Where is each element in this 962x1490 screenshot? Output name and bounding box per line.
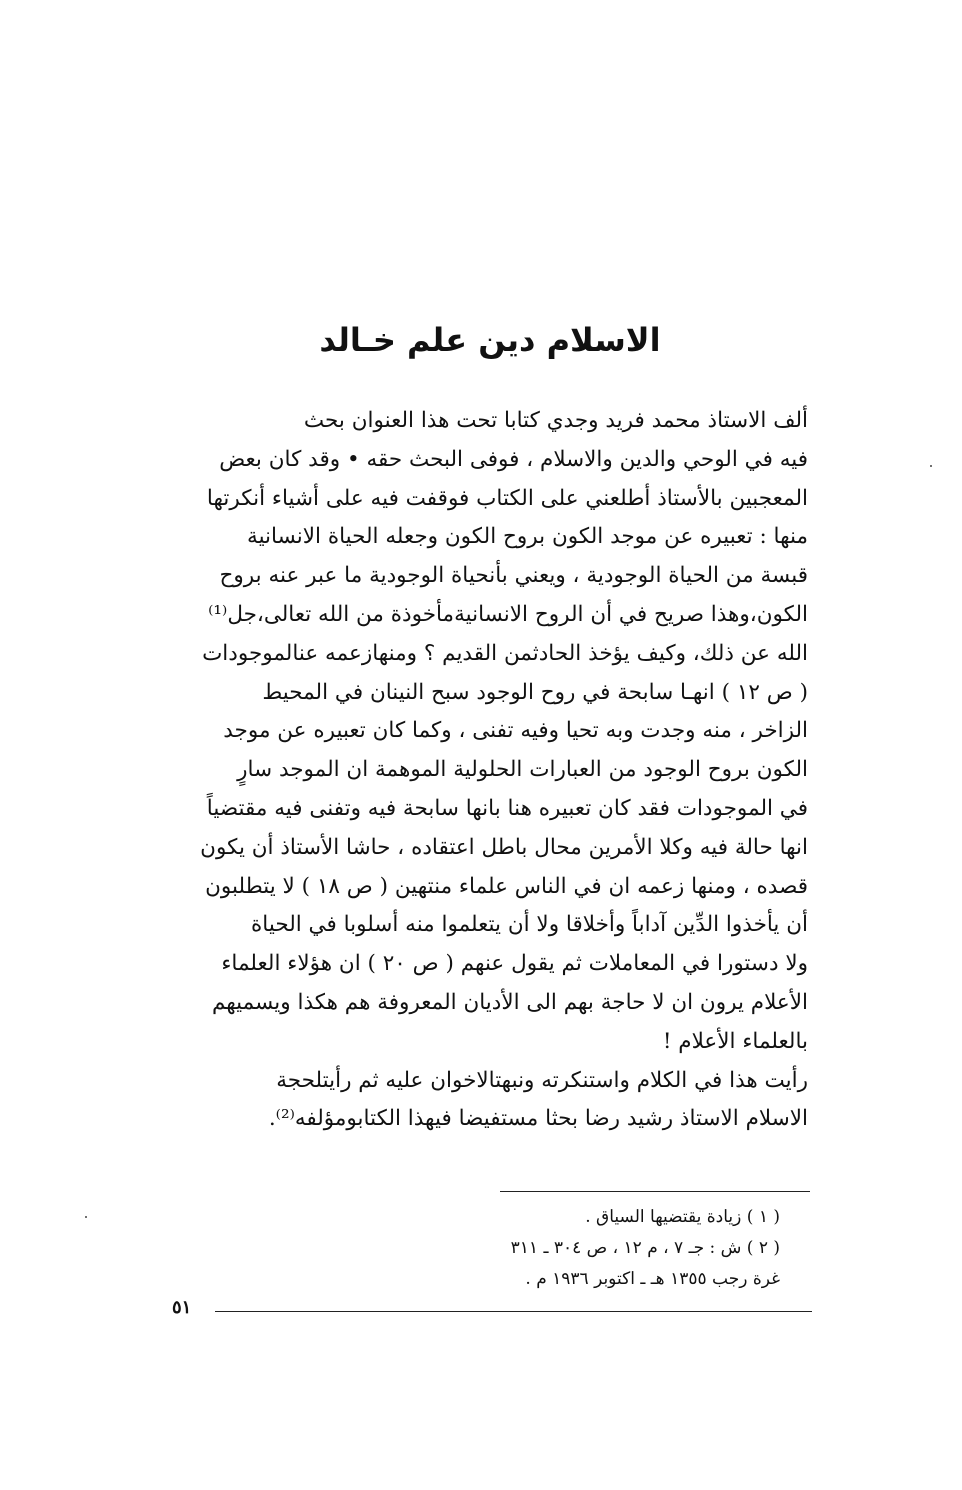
body-line: الكون بروح الوجود من العبارات الحلولية الموهمة ان الموجد سارٍ bbox=[237, 757, 808, 783]
body-line: الكون،وهذا صريح في أن الروح الانسانيةمأخوذة من الله تعالى،جل⁽¹⁾ bbox=[208, 601, 808, 627]
footnote-separator bbox=[500, 1191, 810, 1192]
body-line: بالعلماء الأعلام ! bbox=[662, 1028, 808, 1054]
footnotes bbox=[300, 1202, 780, 1295]
body-line: فيه في الوحي والدين والاسلام ، فوفى البحث حقه • وقد كان بعض bbox=[219, 446, 808, 472]
body-line: المعجبين بالأستاذ أطلعني على الكتاب فوقفت فيه على أشياء أنكرتها bbox=[206, 485, 808, 511]
body-line: انها حالة فيه وكلا الأمرين محال باطل اعتقاده ، حاشا الأستاذ أن يكون bbox=[200, 834, 808, 860]
footer-rule bbox=[215, 1311, 812, 1312]
body-line: قصده ، ومنها زعمه ان في الناس علماء منتهين ( ص ١٨ ) لا يتطلبون bbox=[205, 873, 808, 899]
body-line: قبسة من الحياة الوجودية ، ويعني بأنحياة الوجودية ما عبر عنه بروح bbox=[219, 563, 808, 589]
body-line: رأيت هذا في الكلام واستنكرته ونبهتالاخوان عليه ثم رأيتلحجة bbox=[276, 1067, 808, 1093]
body-line: ألف الاستاذ محمد فريد وجدي كتابا تحت هذا العنوان بحث bbox=[303, 408, 808, 433]
body-line: الأعلام يرون ان لا حاجة بهم الى الأديان المعروفة هم هكذا ويسميهم bbox=[211, 989, 808, 1015]
body-line: منها : تعبيره عن موجد الكون بروح الكون وجعله الحياة الانسانية bbox=[247, 524, 808, 550]
footnote: ( ٢ ) ش : جـ ٧ ، م ١٢ ، ص ٣٠٤ ـ ٣١١ bbox=[510, 1238, 780, 1258]
page-number: ٥١ bbox=[172, 1297, 192, 1318]
body-line: الزاخر ، منه وجدت وبه تحيا وفيه تفنى ، وكما كان تعبيره عن موجد bbox=[223, 718, 808, 744]
body-text bbox=[170, 402, 808, 1139]
body-line: ( ص ١٢ ) انهـا سابحة في روح الوجود سبح النينان في المحيط bbox=[262, 679, 808, 705]
scan-speck bbox=[85, 1216, 87, 1218]
scan-speck bbox=[930, 465, 932, 467]
footnote: ( ١ ) زيادة يقتضيها السياق . bbox=[585, 1207, 780, 1227]
page-title: الاسلام دين علم خـالد bbox=[319, 321, 661, 359]
body-line: في الموجودات فقد كان تعبيره هنا بانها سابحة فيه وتفنى فيه مقتضياً bbox=[206, 795, 808, 821]
body-line: الاسلام الاستاذ رشيد رضا بحثا مستفيضا فيهذا الكتابومؤلفه⁽²⁾. bbox=[268, 1106, 808, 1132]
footnote: غرة رجب ١٣٥٥ هـ ـ اكتوبر ١٩٣٦ م . bbox=[525, 1269, 780, 1289]
body-line: ولا دستورا في المعاملات ثم يقول عنهم ( ص ٢٠ ) ان هؤلاء العلماء bbox=[221, 951, 808, 977]
body-line: الله عن ذلك، وكيف يؤخذ الحادثمن القديم ؟ ومنهازعمه عنالموجودات bbox=[202, 640, 808, 666]
body-line: أن يأخذوا الدِّين آداباً وأخلاقا ولا أن يتعلموا منه أسلوبا في الحياة bbox=[251, 912, 808, 938]
